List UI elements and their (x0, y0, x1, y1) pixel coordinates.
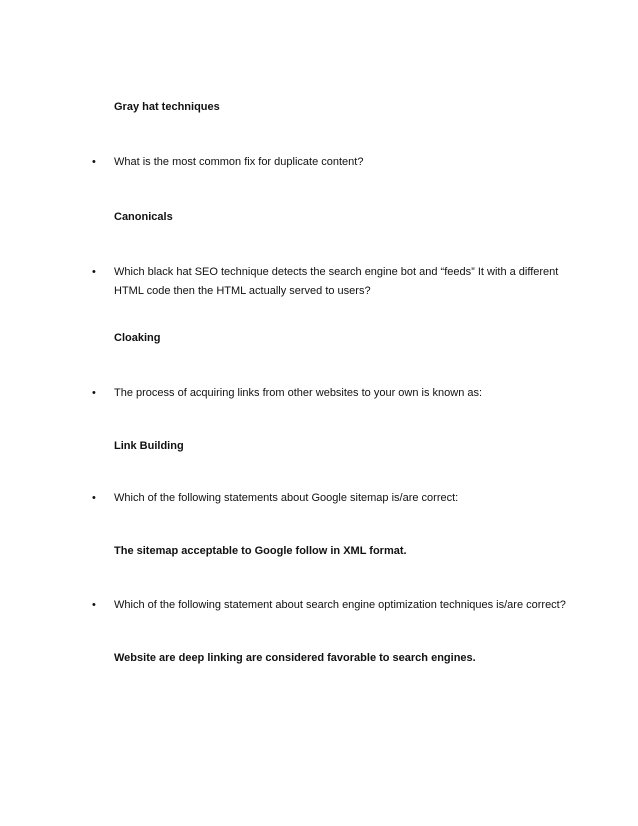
answer-deep-linking: Website are deep linking are considered favorable to search engines. (114, 652, 476, 664)
question-duplicate-content: What is the most common fix for duplicate content? (114, 156, 364, 168)
question-acquiring-links: The process of acquiring links from other websites to your own is known as: (114, 387, 483, 399)
bullet-icon: • (92, 599, 96, 611)
answer-canonicals: Canonicals (114, 211, 173, 223)
answer-sitemap-xml: The sitemap acceptable to Google follow in XML format. (114, 545, 407, 557)
answer-cloaking: Cloaking (114, 332, 161, 344)
bullet-icon: • (92, 492, 96, 504)
bullet-icon: • (92, 387, 96, 399)
answer-gray-hat: Gray hat techniques (114, 101, 220, 113)
question-black-hat-technique: Which black hat SEO technique detects the search engine bot and “feeds” It with a different HTML code then the HTML actually served to users? (114, 266, 559, 297)
question-seo-techniques: Which of the following statement about search engine optimization techniques is/are correct? (114, 599, 566, 611)
bullet-icon: • (92, 266, 96, 278)
answer-link-building: Link Building (114, 440, 184, 452)
bullet-icon: • (92, 156, 96, 168)
question-google-sitemap: Which of the following statements about Google sitemap is/are correct: (114, 492, 459, 504)
